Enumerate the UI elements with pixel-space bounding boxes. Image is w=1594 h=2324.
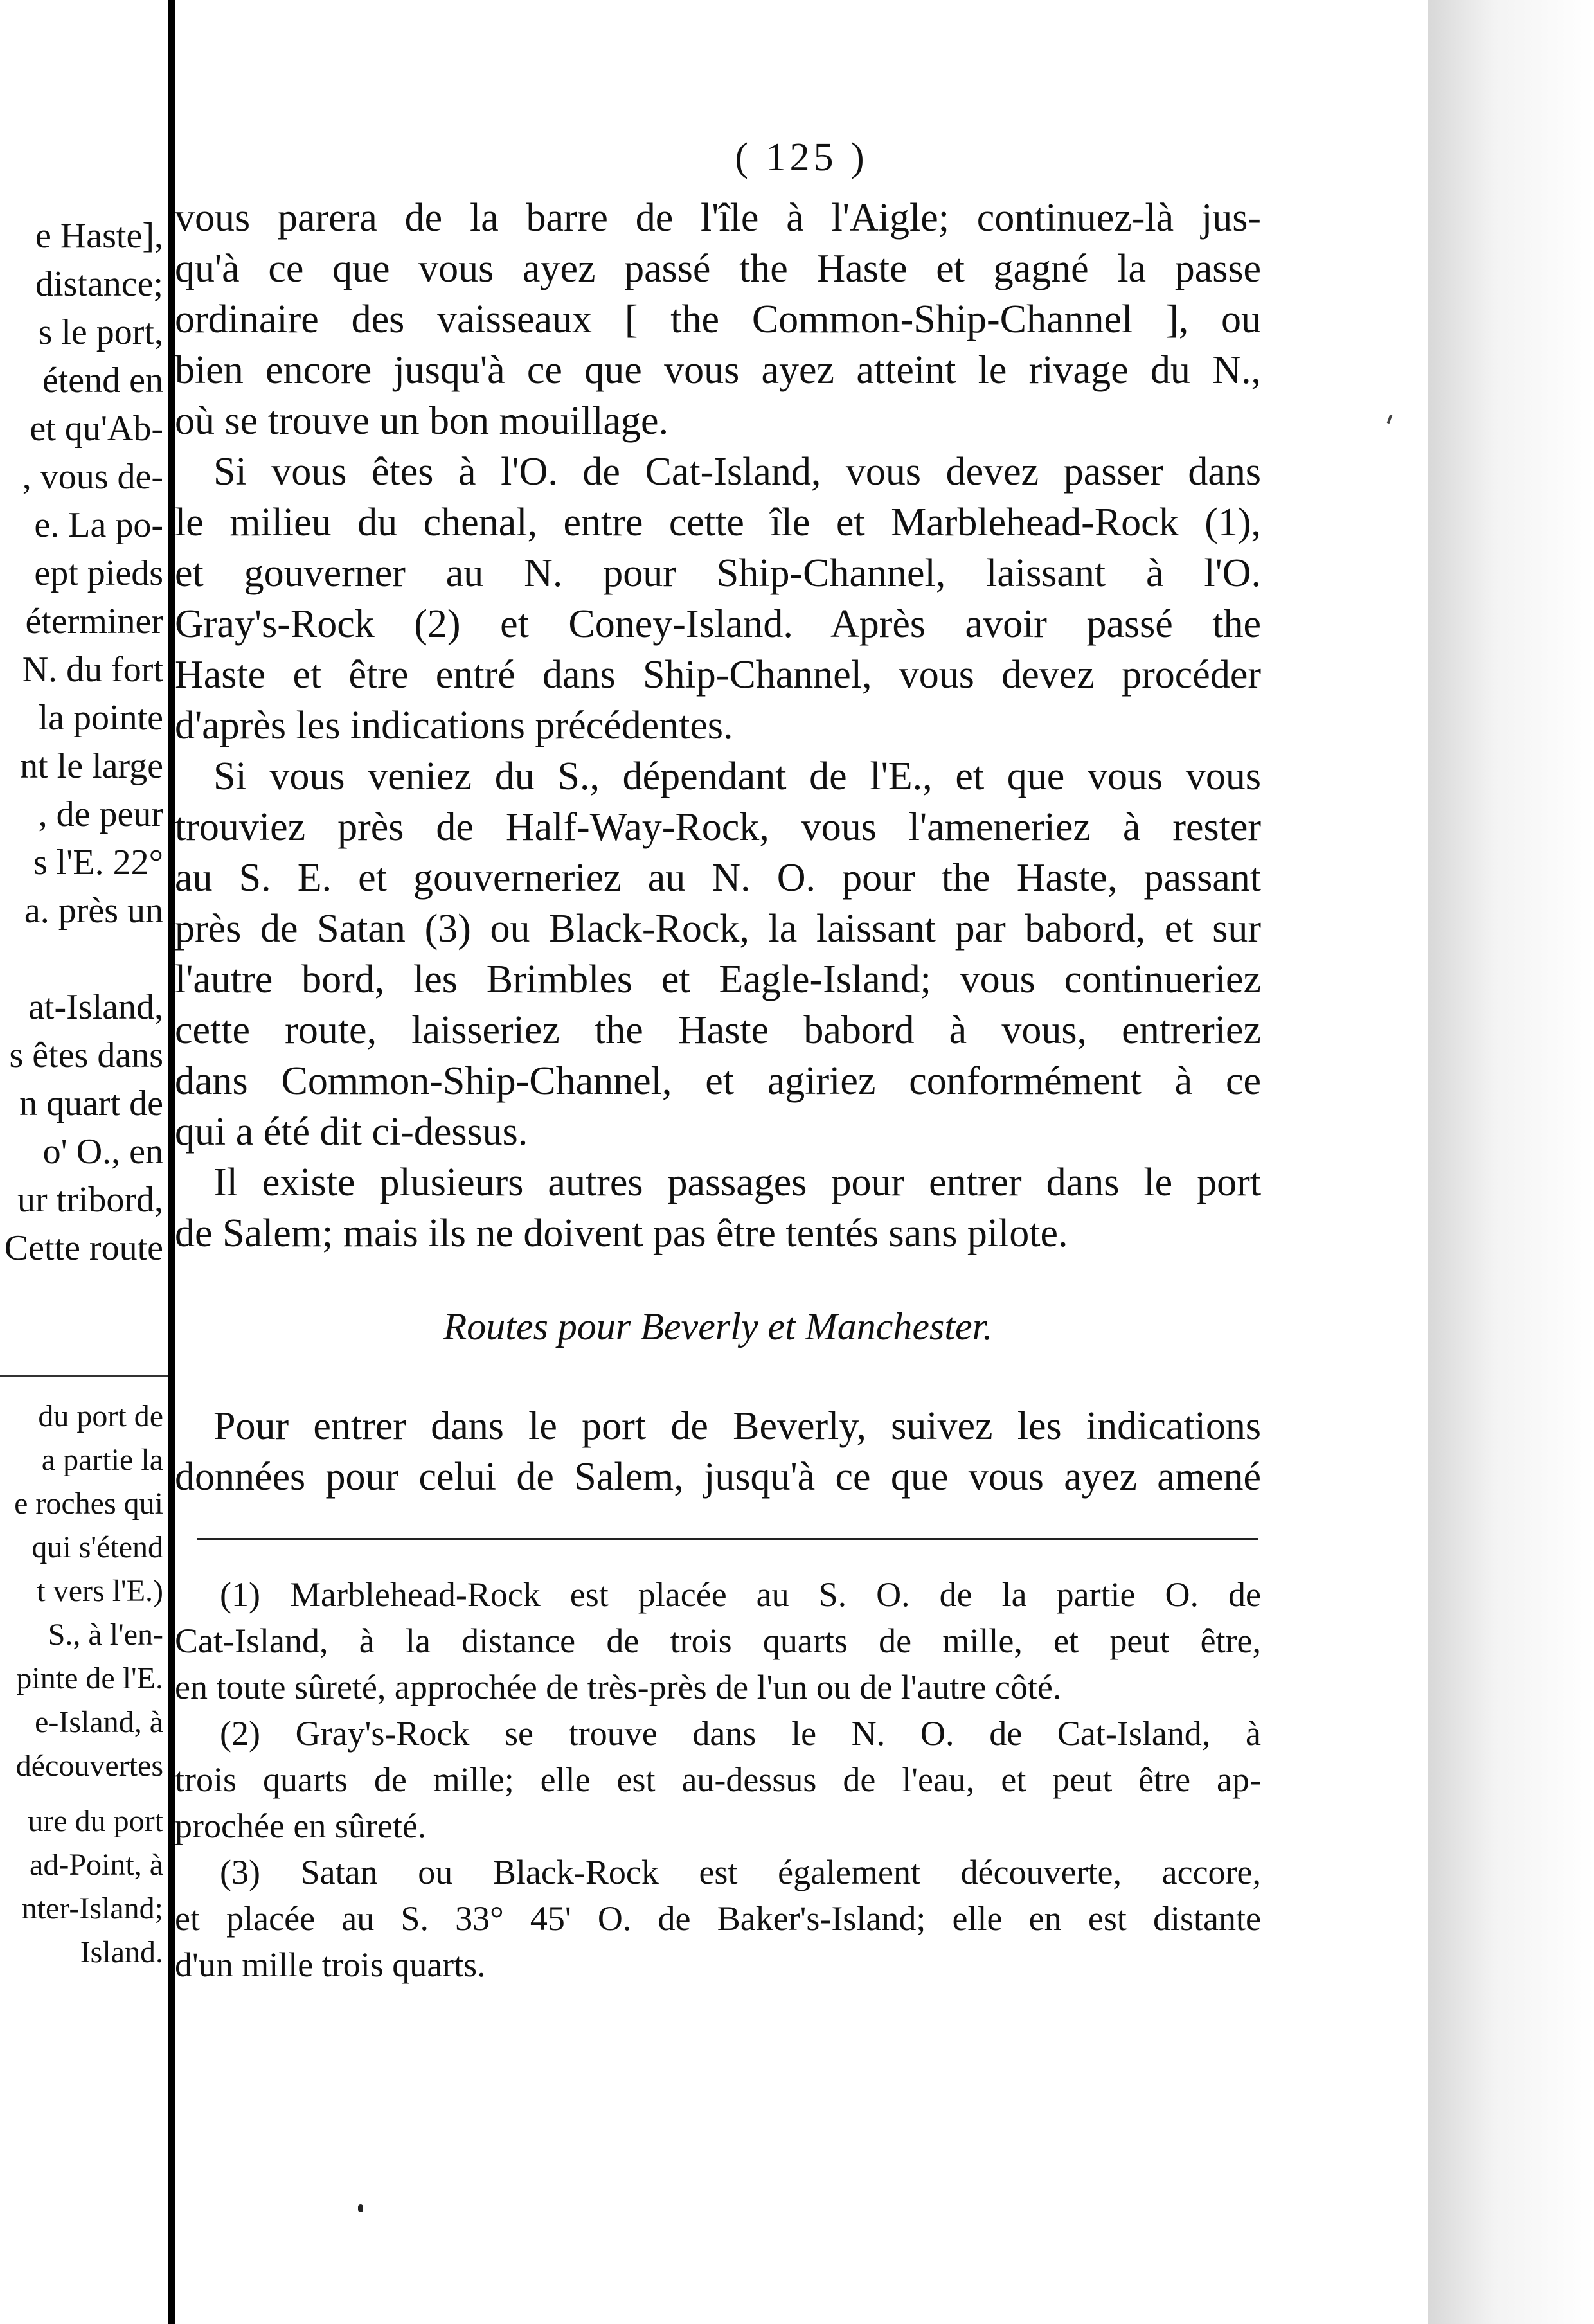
left-page-line: e roches qui <box>14 1487 163 1521</box>
ink-speck <box>358 2204 363 2212</box>
left-page-line: du port de <box>38 1399 163 1433</box>
body-line: ordinaire des vaisseaux [ the Common-Ship-Channel ], ou <box>175 298 1261 341</box>
footnote-line: Cat-Island, à la distance de trois quarts de mille, et peut être, <box>175 1622 1261 1660</box>
left-page-line: s l'E. 22° <box>33 843 163 882</box>
left-page-line: e. La po- <box>34 505 163 545</box>
body-line: données pour celui de Salem, jusqu'à ce que vous ayez amené <box>175 1455 1261 1499</box>
left-page-text-block-1 <box>0 212 168 1273</box>
left-page-line: S., à l'en- <box>48 1618 163 1652</box>
right-page <box>175 0 1428 2324</box>
left-page-line: s êtes dans <box>9 1035 163 1075</box>
left-page-line <box>0 935 168 983</box>
left-page-line: at-Island, <box>28 987 163 1027</box>
left-page-line: pinte de l'E. <box>16 1661 163 1695</box>
body-line: au S. E. et gouverneriez au N. O. pour the Haste, passant <box>175 856 1261 900</box>
page-edge-stack <box>1428 0 1594 2324</box>
footnote-line: en toute sûreté, approchée de très-près de l'un ou de l'autre côté. <box>175 1668 1062 1706</box>
body-line: qui a été dit ci-dessus. <box>175 1110 528 1154</box>
page-number: ( 125 ) <box>735 136 868 179</box>
left-page-line: étend en <box>42 361 163 400</box>
body-line: vous parera de la barre de l'île à l'Aigle; continuez-là jus- <box>175 196 1261 240</box>
footnote-line: (2) Gray's-Rock se trouve dans le N. O. de Cat-Island, à <box>220 1714 1261 1753</box>
left-page-line: o' O., en <box>42 1132 163 1172</box>
left-page-line: découvertes <box>15 1749 163 1783</box>
left-page-line: Island. <box>80 1935 163 1969</box>
left-page-line: t vers l'E.) <box>37 1574 163 1608</box>
left-page-line: , vous de- <box>22 457 163 497</box>
footnote-separator <box>197 1538 1258 1540</box>
left-page-line: nt le large <box>20 746 163 786</box>
body-line: et gouverner au N. pour Ship-Channel, laissant à l'O. <box>175 551 1261 595</box>
body-line: l'autre bord, les Brimbles et Eagle-Island; vous continueriez <box>175 958 1261 1001</box>
body-line: cette route, laisseriez the Haste babord à vous, entreriez <box>175 1008 1261 1052</box>
left-page-rule <box>0 1375 168 1377</box>
body-line: Gray's-Rock (2) et Coney-Island. Après avoir passé the <box>175 602 1261 646</box>
left-page-line: Cette route <box>4 1228 163 1268</box>
body-line: près de Satan (3) ou Black-Rock, la laissant par babord, et sur <box>175 907 1261 951</box>
left-page-line: N. du fort <box>22 650 163 690</box>
left-page-line: e Haste], <box>35 216 163 256</box>
body-line: Si vous veniez du S., dépendant de l'E., et que vous vous <box>213 755 1261 798</box>
footnote-line: d'un mille trois quarts. <box>175 1945 486 1984</box>
left-page-line: e-Island, à <box>35 1705 163 1739</box>
body-line: Haste et être entré dans Ship-Channel, vous devez procéder <box>175 653 1261 697</box>
body-line: d'après les indications précédentes. <box>175 704 733 747</box>
left-page-line: nter-Island; <box>21 1891 163 1926</box>
left-page-line: éterminer <box>25 602 163 641</box>
body-line: Si vous êtes à l'O. de Cat-Island, vous devez passer dans <box>213 450 1261 494</box>
left-page-line: ur tribord, <box>17 1180 163 1220</box>
body-line: dans Common-Ship-Channel, et agiriez conformément à ce <box>175 1059 1261 1103</box>
left-facing-page <box>0 0 168 2324</box>
footnote-line: et placée au S. 33° 45' O. de Baker's-Island; elle en est distante <box>175 1899 1261 1938</box>
book-gutter <box>168 0 175 2324</box>
body-line: bien encore jusqu'à ce que vous ayez atteint le rivage du N., <box>175 348 1261 392</box>
left-page-line: ept pieds <box>34 553 163 593</box>
left-page-line: ure du port <box>28 1804 163 1838</box>
body-line: qu'à ce que vous ayez passé the Haste et gagné la passe <box>175 247 1261 290</box>
left-page-line: distance; <box>35 264 163 304</box>
body-line: de Salem; mais ils ne doivent pas être tentés sans pilote. <box>175 1211 1068 1255</box>
body-line: trouviez près de Half-Way-Rock, vous l'ameneriez à rester <box>175 805 1261 849</box>
body-line: où se trouve un bon mouillage. <box>175 399 668 443</box>
section-body-text <box>175 1401 1261 1503</box>
footnotes <box>175 1571 1261 1988</box>
left-page-line: s le port, <box>38 312 163 352</box>
left-page-line: a. près un <box>24 891 163 931</box>
left-page-line: la pointe <box>38 698 163 738</box>
left-page-line: qui s'étend <box>31 1530 163 1564</box>
left-page-line: a partie la <box>41 1443 163 1477</box>
section-heading: Routes pour Beverly et Manchester. <box>443 1305 993 1348</box>
left-page-line: , de peur <box>38 794 163 834</box>
body-line: Il existe plusieurs autres passages pour entrer dans le port <box>213 1161 1261 1204</box>
left-page-line: ad-Point, à <box>30 1848 163 1882</box>
footnote-line: (3) Satan ou Black-Rock est également découverte, accore, <box>220 1853 1261 1891</box>
body-text <box>175 193 1261 1259</box>
left-page-line: n quart de <box>19 1084 163 1123</box>
footnote-line: (1) Marblehead-Rock est placée au S. O. de la partie O. de <box>220 1575 1261 1614</box>
footnote-line: trois quarts de mille; elle est au-dessus de l'eau, et peut être ap- <box>175 1760 1261 1799</box>
footnote-line: prochée en sûreté. <box>175 1807 427 1845</box>
left-page-text-block-2 <box>0 1395 168 1788</box>
body-line: le milieu du chenal, entre cette île et Marblehead-Rock (1), <box>175 501 1261 544</box>
left-page-text-block-3 <box>0 1800 168 1974</box>
left-page-line: et qu'Ab- <box>30 409 163 449</box>
body-line: Pour entrer dans le port de Beverly, suivez les indications <box>213 1404 1261 1448</box>
